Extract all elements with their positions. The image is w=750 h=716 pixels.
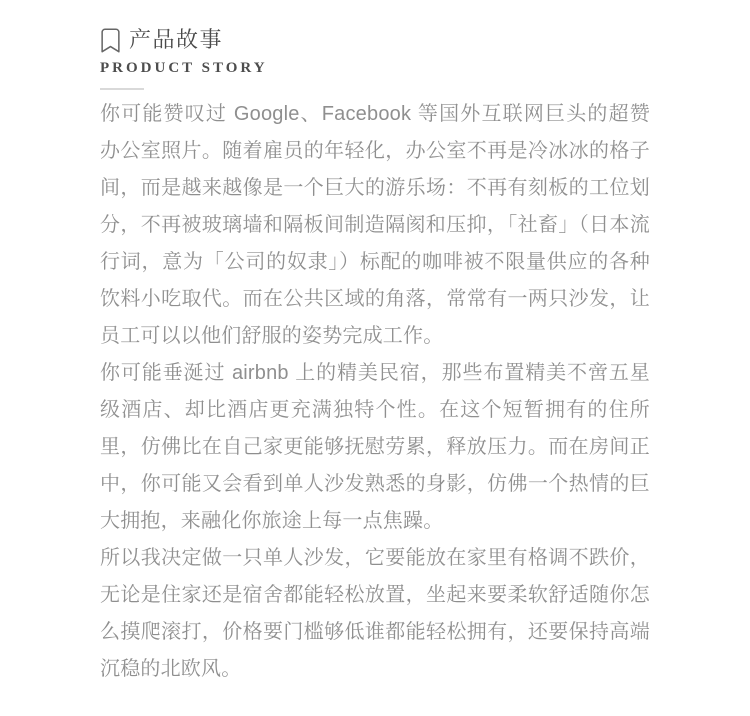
story-paragraph-2: 你可能垂涎过 airbnb 上的精美民宿，那些布置精美不啻五星级酒店、却比酒店更充满独特个性。在这个短暂拥有的住所里，仿佛比在自己家更能够抚慰劳累，释放压力。而在房间正中，你可能又会看到单人沙发熟悉的身影，仿佛一个热情的巨大拥抱，来融化你旅途上每一点焦躁。 [100, 362, 650, 532]
section-subtitle: PRODUCT STORY [100, 60, 268, 76]
header-divider [100, 88, 144, 90]
section-title: 产品故事 [129, 27, 224, 52]
story-paragraph-3: 所以我决定做一只单人沙发，它要能放在家里有格调不跌价，无论是住家还是宿舍都能轻松放置，坐起来要柔软舒适随你怎么摸爬滚打，价格要门槛够低谁都能轻松拥有，还要保持高端沉稳的北欧风。 [100, 547, 650, 680]
bookmark-icon [100, 27, 120, 53]
story-text-block [100, 96, 650, 688]
story-paragraph-1: 你可能赞叹过 Google、Facebook 等国外互联网巨头的超赞办公室照片。随着雇员的年轻化，办公室不再是冷冰冰的格子间，而是越来越像是一个巨大的游乐场：不再有刻板的工位划分，不再被玻璃墙和隔板间制造隔阂和压抑，「社畜」（日本流行词，意为「公司的奴隶」）标配的咖啡被不限量供应的各种饮料小吃取代。而在公共区域的角落，常常有一两只沙发，让员工可以以他们舒服的姿势完成工作。 [100, 103, 650, 347]
section-header [100, 27, 650, 53]
